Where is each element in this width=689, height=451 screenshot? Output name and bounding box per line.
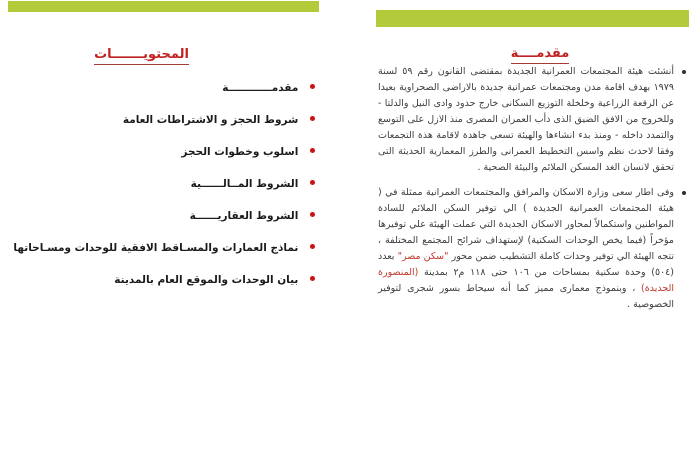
contents-item-label: نماذج العمارات والمسـاقط الافقية للوحدات ومسـاحاتها <box>13 242 299 254</box>
left-page-header-bar <box>8 1 319 12</box>
highlight-sakan-misr: "سكن مصر" <box>397 251 449 262</box>
contents-list-item <box>13 82 315 95</box>
bullet-icon <box>310 116 315 121</box>
bullet-icon <box>310 84 315 89</box>
paragraph-text: ، وبنموذج معمارى مميز كما أنه سيحاط بسور شجرى لتوفير الخصوصية . <box>378 283 674 310</box>
bullet-icon <box>682 191 686 195</box>
bullet-icon <box>310 244 315 249</box>
contents-item-label: الشروط المــالــــــية <box>190 178 299 190</box>
contents-list-item <box>13 178 315 191</box>
intro-paragraph-1 <box>378 64 688 176</box>
introduction-title: مقدمــــة <box>511 46 570 64</box>
contents-list-item <box>13 114 315 127</box>
highlight-new-mansoura: (المنصورة الجديدة) <box>378 267 674 294</box>
contents-item-label: بيان الوحدات والموقع العام بالمدينة <box>114 274 299 286</box>
paragraph-text: بعدد (٥٠٤) وحدة سكنية بمساحات من ١٠٦ حتى ١١٨ م٢ بمدينة <box>378 251 674 278</box>
contents-item-label: اسلوب وخطوات الحجز <box>181 146 299 158</box>
contents-list-item <box>13 274 315 287</box>
contents-list-item <box>13 146 315 159</box>
bullet-icon <box>310 212 315 217</box>
introduction-body <box>378 64 688 322</box>
paragraph-text: وفى اطار سعى وزارة الاسكان والمرافق والمجتمعات العمرانية ممثلة في ( هيئة المجتمعات العمرانية الجديدة ) الي توفير السكن الملائم للسادة المواطنين واستكمالاً لمحاور الاسكان الجديدة التي عملت الهيئة علي توفيرها مؤخراً (فيما يخص الوحدات السكنية) لإستهداف شرائح المجتمع المختلفة ، تتجه الهيئة الي توفير وحدات كاملة التشطيب ضمن محور <box>378 187 675 262</box>
contents-section <box>0 43 283 65</box>
right-page-header-bar <box>376 10 689 27</box>
bullet-icon <box>310 276 315 281</box>
contents-list-item <box>13 242 315 255</box>
contents-item-label: مقدمــــــــــــة <box>222 82 299 94</box>
bullet-icon <box>682 70 686 74</box>
bullet-icon <box>310 148 315 153</box>
contents-item-label: شروط الحجز و الاشتراطات العامة <box>122 114 299 126</box>
contents-list-item <box>13 210 315 223</box>
intro-paragraph-2 <box>378 185 688 313</box>
contents-item-label: الشروط العقاريــــــة <box>189 210 299 222</box>
paragraph-text: أنشئت هيئة المجتمعات العمرانية الجديدة بمقتضى القانون رقم ٥٩ لسنة ١٩٧٩ بهدف اقامة مدن ومجتمعات عمرانية جديدة بالاراضى الصحراوية بعيدا عن الرقعة الزراعية وخلخلة التوزيع السكانى خارج حدود وادى النيل والدلتا - وللخروج من الافق الضيق الذى دأب العمران المصرى منذ الازل على التوسع والتمدد داخله - ومنذ بدء انشاءها والهيئة تسعى جاهدة لاقامة هذة التجمعات وفقا لاحدث نظم واسس التخطيط العمرانى والطرز المعمارية الحديثة التى تحقق لانسان الغد المسكن الملائم والبيئة الصحية . <box>378 66 674 173</box>
bullet-icon <box>310 180 315 185</box>
introduction-section <box>390 42 689 64</box>
contents-title: المحتويـــــــات <box>94 47 189 65</box>
contents-list <box>13 82 315 306</box>
